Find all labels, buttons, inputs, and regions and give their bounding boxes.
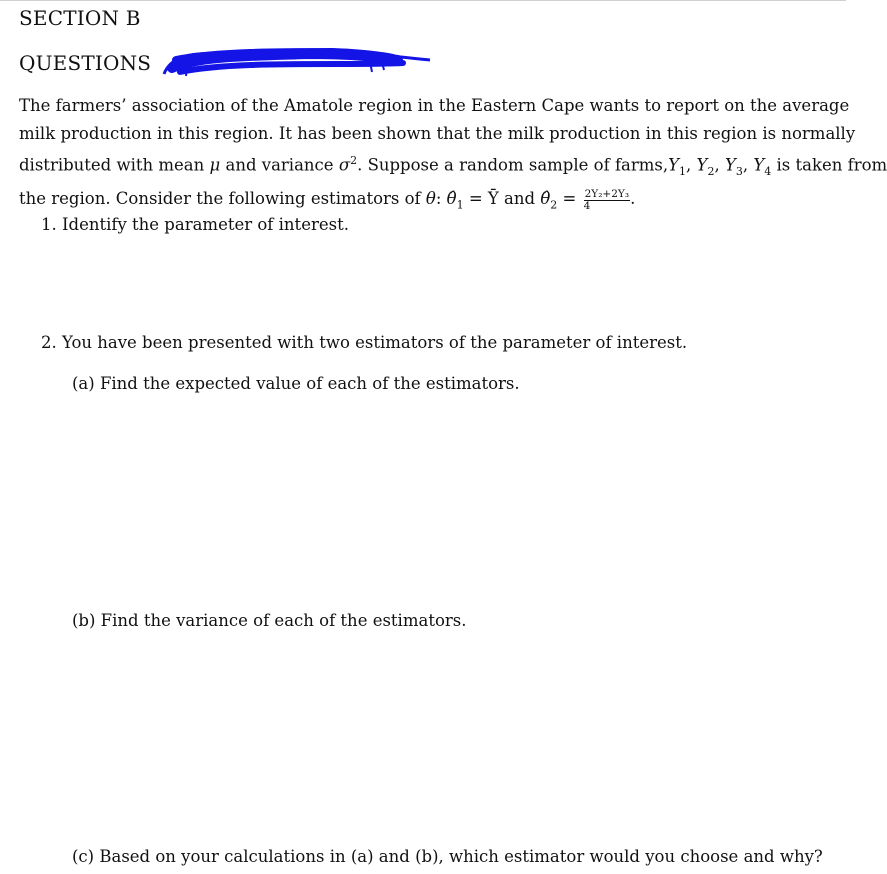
question-2b: (b) Find the variance of each of the estimators.: [72, 611, 467, 630]
intro-line-1: The farmers’ association of the Amatole region in the Eastern Cape wants to report on the average: [19, 96, 850, 115]
question-2a: (a) Find the expected value of each of the estimators.: [72, 374, 520, 393]
question-1: 1. Identify the parameter of interest.: [41, 215, 349, 234]
top-border: [0, 0, 846, 1]
intro-line-3: distributed with mean μ and variance $\sigma^2$. Suppose a random sample of $farms,Y_1$, $Y_2$, $Y_3$, $Y_4$ is taken from: [19, 154, 887, 178]
intro-line-2: milk production in this region. It has been shown that the milk production in this region is normally: [19, 123, 856, 143]
intro-paragraph: [19, 92, 887, 219]
section-title: SECTION B: [19, 6, 141, 30]
question-2c: (c) Based on your calculations in (a) and (b), which estimator would you choose and why?: [72, 847, 823, 866]
redaction-scribble: [158, 46, 434, 78]
intro-line-4: the region. Consider the following estimators of θ: $\thetâ_1$ = Ȳ and $\thetâ_2$ = $\frac{\text{2Y₂+2Y₃}}{4}$ .: [19, 188, 636, 213]
question-2: 2. You have been presented with two estimators of the parameter of interest.: [41, 333, 688, 352]
questions-heading: QUESTIONS: [19, 51, 152, 75]
estimator-fraction: $\frac{\text{2Y₂+2Y₃}}{4}$: [583, 188, 630, 213]
